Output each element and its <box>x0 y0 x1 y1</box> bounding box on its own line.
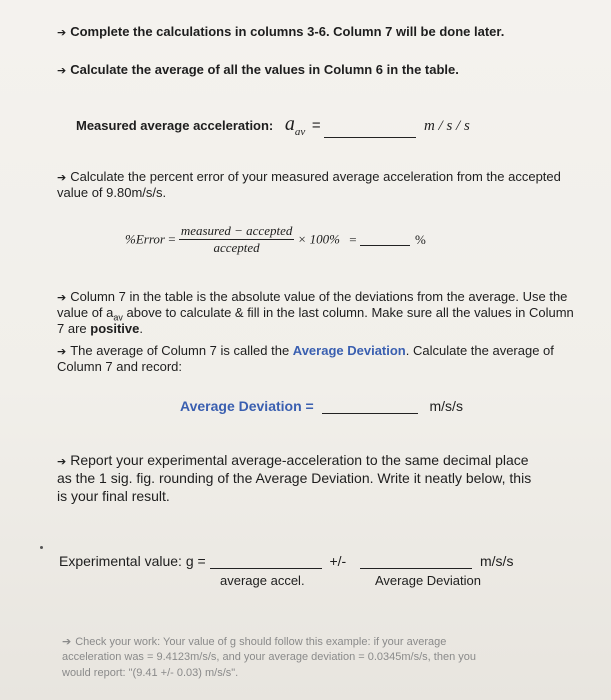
report-instruction-line2: as the 1 sig. fig. rounding of the Average Deviation. Write it neatly below, this <box>57 470 532 486</box>
percent-error-formula: %Error = $\frac{\text{measured − accepted}}{\text{accepted}}$ × 100% = % <box>125 223 426 255</box>
measured-acceleration-blank[interactable] <box>324 123 416 138</box>
column7-instruction-line3: 7 are positive. <box>57 321 143 336</box>
experimental-value-label: Experimental value: g = <box>59 553 206 569</box>
experimental-value-unit: m/s/s <box>480 553 514 569</box>
step-complete-calculations: ➔ Complete the calculations in columns 3-6. Column 7 will be done later. <box>57 24 505 39</box>
bullet-icon: ➔ <box>57 346 67 358</box>
experimental-average-blank[interactable] <box>210 554 322 569</box>
average-accel-caption: average accel. <box>220 573 305 588</box>
check-work-line2: acceleration was = 9.4123m/s/s, and your average deviation = 0.0345m/s/s, then you <box>62 651 476 663</box>
bullet-icon: ➔ <box>57 27 67 39</box>
percent-error-fraction: $\frac{\text{measured − accepted}}{\text{accepted}}$ <box>180 223 293 255</box>
check-work-line3: would report: "(9.41 +/- 0.03) m/s/s". <box>62 667 239 679</box>
stray-mark <box>40 546 43 549</box>
plus-minus-sign: +/- <box>329 553 347 569</box>
report-instruction-line1: ➔ Report your experimental average-acceleration to the same decimal place <box>57 452 529 468</box>
percent-error-instruction-line1: ➔ Calculate the percent error of your measured average acceleration from the accepted <box>57 169 561 184</box>
experimental-value-row <box>59 553 513 569</box>
average-deviation-label: Average Deviation = <box>180 398 314 414</box>
measured-acceleration-row: Measured average acceleration: $a_{av} = m / s / s$ <box>76 113 470 138</box>
report-instruction-line3: is your final result. <box>57 488 170 504</box>
bullet-icon: ➔ <box>57 172 67 184</box>
check-work-line1: ➔ Check your work: Your value of g should follow this example: if your average <box>62 636 447 648</box>
percent-error-blank[interactable] <box>360 233 410 246</box>
column7-instruction-line2: value of $a_{av}$ above to calculate & fill in the last column. Make sure all the values in Column <box>57 305 574 323</box>
average-deviation-row <box>180 398 463 414</box>
average-deviation-unit: m/s/s <box>429 398 463 414</box>
acceleration-symbol: $a_{av}$ <box>284 113 306 138</box>
average-deviation-caption: Average Deviation <box>375 573 481 588</box>
experimental-deviation-blank[interactable] <box>360 554 472 569</box>
bullet-icon: ➔ <box>62 636 72 648</box>
measured-acceleration-label: Measured average acceleration: <box>76 118 274 133</box>
average-deviation-instruction-line1: ➔ The average of Column 7 is called the Average Deviation. Calculate the average of <box>57 343 554 358</box>
bullet-icon: ➔ <box>57 456 67 468</box>
average-deviation-instruction-line2: Column 7 and record: <box>57 359 183 374</box>
percent-error-instruction-line2: value of 9.80m/s/s. <box>57 185 167 200</box>
bullet-icon: ➔ <box>57 292 67 304</box>
step-calculate-average: ➔ Calculate the average of all the values in Column 6 in the table. <box>57 62 459 77</box>
bullet-icon: ➔ <box>57 65 67 77</box>
measured-acceleration-unit: m / s / s <box>423 118 470 134</box>
column7-instruction-line1: ➔ Column 7 in the table is the absolute value of the deviations from the average. Use the <box>57 289 568 304</box>
average-deviation-blank[interactable] <box>322 399 418 414</box>
